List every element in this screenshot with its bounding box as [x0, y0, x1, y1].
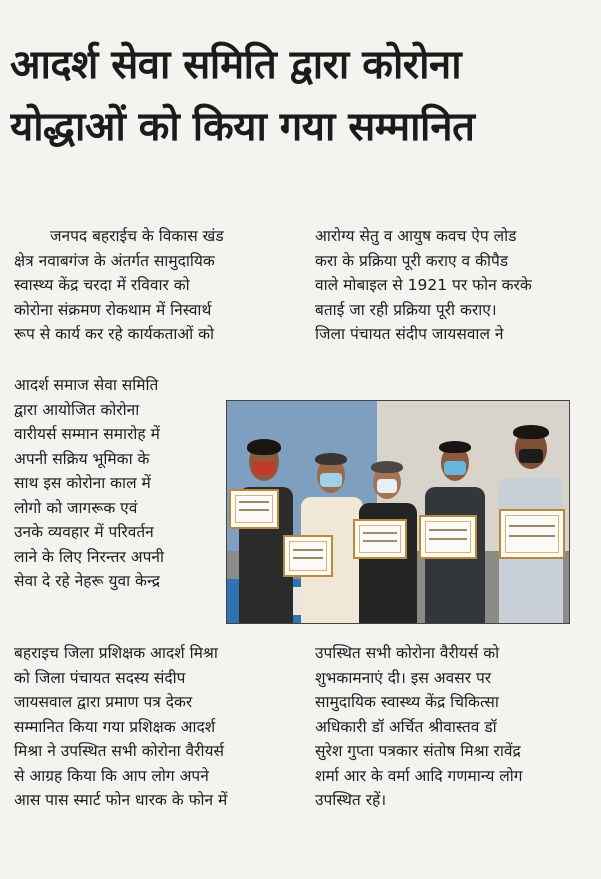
text-line: से आग्रह किया कि आप लोग अपने [14, 766, 209, 785]
text-line: शर्मा आर के वर्मा आदि गणमान्य लोग [315, 766, 523, 785]
text-line: लाने के लिए निरन्तर अपनी [14, 547, 165, 566]
text-line: उपस्थित रहें। [315, 791, 387, 809]
text-line: आदर्श समाज सेवा समिति [14, 376, 159, 394]
text-line: उपस्थित सभी कोरोना वैरीयर्स को [315, 644, 500, 662]
text-line: उनके व्यवहार में परिवर्तन [14, 523, 154, 541]
text-line: सामुदायिक स्वास्थ्य केंद्र चिकित्सा [315, 693, 499, 711]
text-line: मिश्रा ने उपस्थित सभी कोरोना वैरीयर्स [14, 742, 225, 760]
text-line: लोगो को जागरूक एवं [14, 498, 138, 517]
text-line: शुभकामनाएं दी। इस अवसर पर [315, 668, 492, 687]
text-line: आरोग्य सेतु व आयुष कवच ऐप लोड [315, 227, 517, 245]
text-line: करा के प्रक्रिया पूरी कराए व कीपैड [315, 251, 509, 270]
certificate-4 [419, 515, 477, 559]
headline [10, 34, 595, 158]
news-photo [226, 400, 570, 624]
text-line: वारीयर्स सम्मान समारोह में [14, 425, 160, 443]
text-line: वाले मोबाइल से 1921 पर फोन करके [315, 276, 532, 294]
text-line: जनपद बहराईच के विकास खंड [50, 227, 224, 245]
text-line: अपनी सक्रिय भूमिका के [14, 449, 150, 468]
text-line: स्वास्थ्य केंद्र चरदा में रविवार को [14, 276, 190, 294]
certificate-2 [283, 535, 333, 577]
text-line: को जिला पंचायत सदस्य संदीप [14, 668, 186, 687]
text-line: रूप से कार्य कर रहे कार्यकताओं को [14, 325, 215, 343]
text-line: साथ इस कोरोना काल में [14, 474, 151, 492]
text-line: बताई जा रही प्रक्रिया पूरी कराए। [315, 300, 497, 319]
text-line: जिला पंचायत संदीप जायसवाल ने [315, 325, 504, 343]
article-column-right-bottom [315, 641, 593, 813]
headline-line-2: योद्धाओं को किया गया सम्मानित [10, 104, 475, 150]
article-column-right-top [315, 224, 593, 347]
certificate-3 [353, 519, 407, 559]
text-line: सुरेश गुप्ता पत्रकार संतोष मिश्रा रावेंद्र [315, 742, 521, 760]
article-column-left-narrow [14, 373, 219, 594]
article-column-left-top [14, 224, 288, 347]
text-line: आस पास स्मार्ट फोन धारक के फोन में [14, 791, 228, 809]
text-line: बहराइच जिला प्रशिक्षक आदर्श मिश्रा [14, 644, 218, 662]
article-column-left-bottom [14, 641, 288, 813]
text-line: क्षेत्र नवाबगंज के अंतर्गत सामुदायिक [14, 251, 215, 270]
text-line: कोरोना संक्रमण रोकथाम में निस्वार्थ [14, 300, 212, 319]
text-line: अधिकारी डॉ अर्चित श्रीवास्तव डॉ [315, 717, 497, 736]
headline-line-1: आदर्श सेवा समिति द्वारा कोरोना [10, 42, 462, 88]
certificate-1 [229, 489, 279, 529]
text-line: सेवा दे रहे नेहरू युवा केन्द्र [14, 572, 160, 590]
person-1 [235, 435, 295, 623]
text-line: सम्मानित किया गया प्रशिक्षक आदर्श [14, 717, 216, 736]
text-line: जायसवाल द्वारा प्रमाण पत्र देकर [14, 693, 193, 711]
text-line: द्वारा आयोजित कोरोना [14, 400, 140, 419]
certificate-5 [499, 509, 565, 559]
